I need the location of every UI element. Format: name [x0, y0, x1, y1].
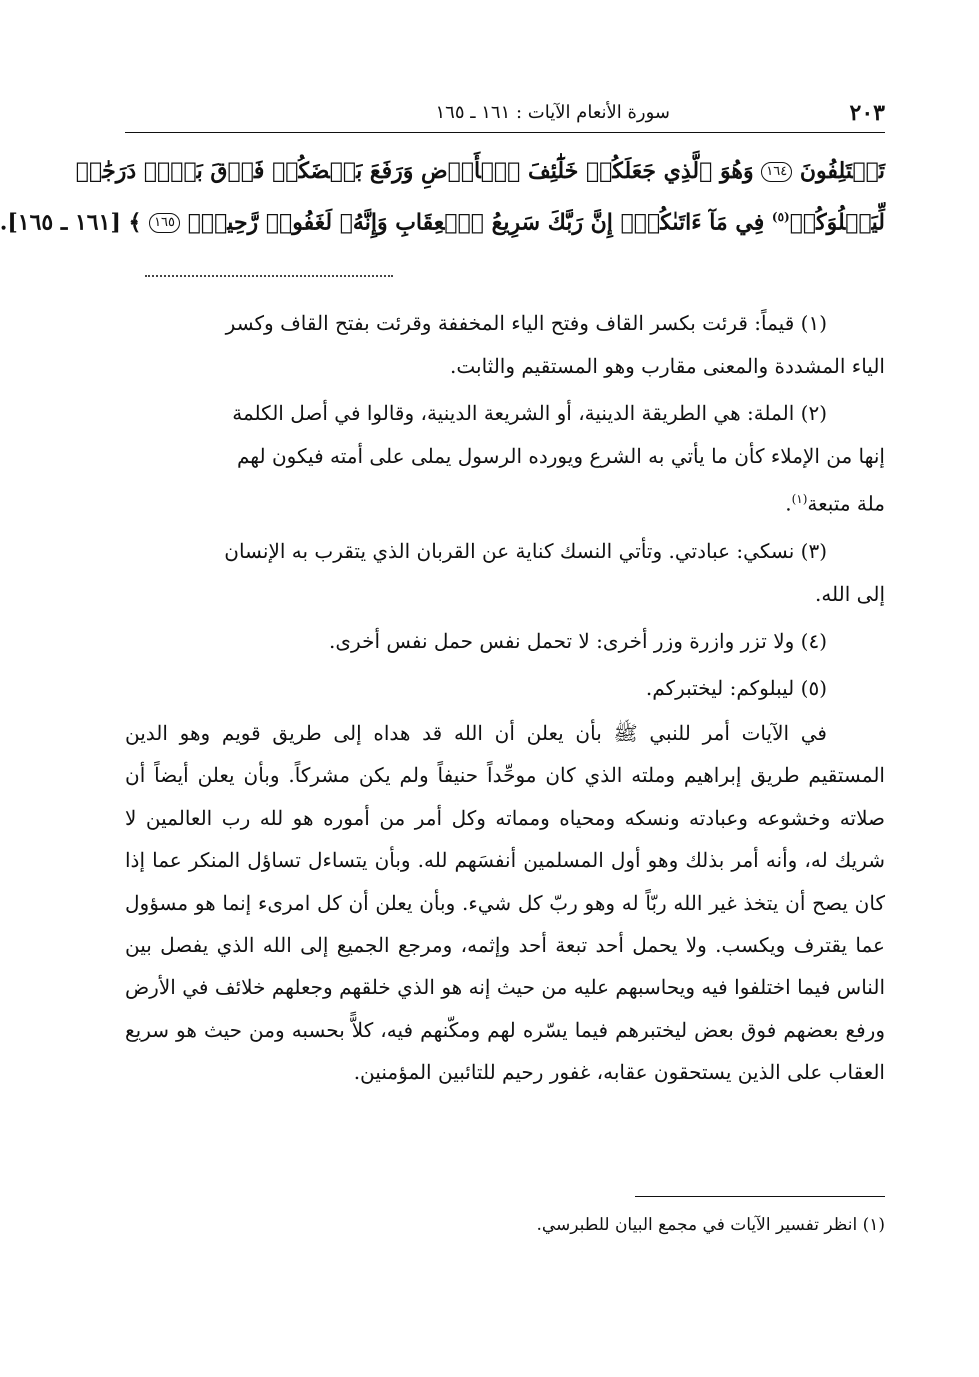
verse-fragment: تَخۡتَلِفُونَ	[799, 158, 885, 184]
header-title: سورة الأنعام الآيات : ١٦١ ـ ١٦٥	[435, 102, 670, 123]
verse-text: وَهُوَ ٱلَّذِي جَعَلَكُمۡ خَلَٰٓئِفَ ٱلۡأَرۡضِ وَرَفَعَ بَعۡضَكُمۡ فَوۡقَ بَعۡضٖ دَرَجَٰتٖ	[75, 158, 754, 184]
commentary-paragraph: في الآيات أمر للنبي ﷺ بأن يعلن أن الله قد هداه إلى طريق قويم وهو الدين المستقيم طريق إبراهيم وملته الذي كان موحِّداً حنيفاً ولم يكن مشركاً. وبأن يعلن أيضاً أن صلاته وخشوعه وعبادته ونسكه ومحياه ومماته وكل أمر من أموره هو لله رب العالمين لا شريك له، وأنه أمر بذلك وهو أول المسلمين أنفسَهم لله. وبأن يتساءل تساؤل المنكر عما إذا كان يصح أن يتخذ غير الله ربّاً له وهو ربّ كل شيء. وبأن يعلن أن كل امرىء إنما هو مسؤول عما يقترف ويكسب. ولا يحمل أحد تبعة أحد وإثمه، ومرجع الجميع إلى الله الذي يفصل بين الناس فيما اختلفوا فيه ويحاسبهم عليه من حيث إنه هو الذي خلقهم وجعلهم خلائف في الأرض ورفع بعضهم فوق بعض ليختبرهم فيما يسّره لهم ومكّنهم فيه، كلاًّ بحسبه ومن حيث هو سريع العقاب على الذين يستحقون عقابه، غفور رحيم للتائبين المؤمنين.	[125, 721, 885, 1085]
note-line: (٣) نسكي: عبادتي. وتأتي النسك كناية عن القربان الذي يتقرب به الإنسان	[224, 538, 827, 563]
footnote-divider	[635, 1196, 885, 1197]
verse-range: ﴾ [١٦١ ـ ١٦٥].	[0, 209, 142, 236]
footnote-ref: (١)	[791, 492, 808, 506]
verse-fragment: لِّيَبۡلُوَكُمۡ	[789, 209, 885, 236]
quran-line-2	[0, 194, 885, 245]
page-number: ٢٠٣	[849, 100, 885, 126]
note-line: ملة متبعة	[807, 491, 885, 516]
note-line: الياء المشددة والمعنى مقارب وهو المستقيم والثابت.	[450, 354, 885, 378]
note-1	[125, 302, 885, 388]
verse-text: فِي مَآ ءَاتَىٰكُمۡۗ إِنَّ رَبَّكَ سَرِيعُ ٱلۡعِقَابِ وَإِنَّهُۥ لَغَفُورٞ رَّحِيمُۢ	[187, 209, 765, 236]
ayah-number-marker: ١٦٥	[149, 213, 180, 233]
dotted-separator	[145, 275, 393, 277]
note-3	[125, 530, 885, 616]
note-4	[125, 620, 885, 663]
commentary	[125, 712, 885, 1094]
note-line: (١) قيماً: قرئت بكسر القاف وفتح الياء المخففة وقرئت بفتح القاف وكسر	[225, 311, 827, 335]
note-line: إنها من الإملاء كأن ما يأتي به الشرع ويورده الرسول يملى على أمته فيكون لهم	[236, 444, 885, 468]
note-line: إلى الله.	[814, 581, 885, 606]
note-end: .	[785, 491, 792, 516]
note-5	[125, 667, 885, 710]
note-line: (٥) ليبلوكم: ليختبركم.	[645, 675, 827, 700]
ayah-number-marker: ١٦٤	[761, 162, 792, 182]
note-line: (٢) الملة: هي الطريقة الدينية، أو الشريعة الدينية، وقالوا في أصل الكلمة	[232, 401, 827, 425]
footnote: (١) انظر تفسير الآيات في مجمع البيان للطبرسي.	[536, 1215, 885, 1235]
verse-notes	[125, 302, 885, 714]
quran-line-1	[75, 148, 885, 194]
note-line: (٤) ولا تزر وازرة وزر أخرى: لا تحمل نفس حمل نفس أخرى.	[329, 628, 827, 653]
quran-verses	[0, 148, 885, 245]
footnote-ref: (٥)	[771, 210, 790, 224]
running-header	[125, 100, 885, 133]
note-2	[125, 392, 885, 526]
